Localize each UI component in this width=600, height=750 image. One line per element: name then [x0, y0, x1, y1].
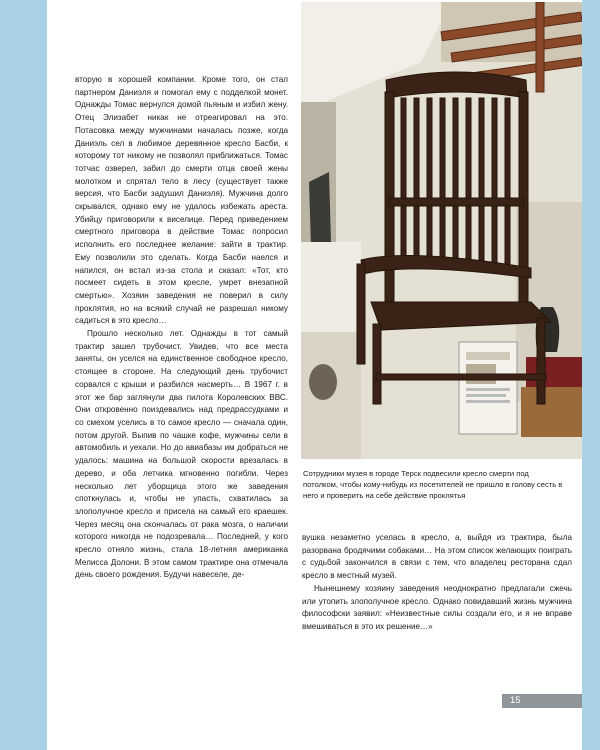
article-paragraph: вторую в хорошей компании. Кроме того, он стал партнером Даниэля и помогал ему с подделкой монет. Однажды Томас вернулся домой пьяным и избил жену. Отец Элизабет никак не отреагировал на это. Потасовка между мужчинами началась позже, когда Даниэль сел в любимое деревянное кресло Басби, к которому тот никому не позволял приближаться. Томас тотчас озверел, забил до смерти отца своей жены молотком и спрятал тело в лесу (существует также версия, что Басби задушил Даниэля). Мужчина долго скрывался, однако ему не удалось избежать ареста. Убийцу приговорили к виселице. Перед приведением смертного приговора в действие Томас попросил исполнить его последнее желание: зайти в трактир. Ему позволили это сделать. Когда Басби наелся и напился, он встал из-за стола и сказал: «Тот, кто посмеет сидеть в этом кресле, умрет внезапной смертью». Хозяин заведения не поверил в силу проклятия, но на всякий случай не разрешал никому садиться в это кресло…	[75, 75, 288, 326]
page-number: 15	[510, 695, 521, 706]
article-paragraph: Нынешнему хозяину заведения неоднократно предлагали сжечь или утопить злополучное кресло. Однако повидавший жизнь мужчина философски заявил: «Неизвестные силы создали его, и я не вправе вмешиваться в это их решение…»	[302, 583, 572, 631]
right-margin-band	[582, 0, 600, 750]
chair-photo-illustration	[301, 2, 582, 459]
left-margin-band	[0, 0, 47, 750]
article-paragraph: Прошло несколько лет. Однажды в тот самый трактир зашел трубочист. Увидев, что все места заняты, он уселся на единственное свободное кресло, стоящее в стороне. На следующий день трубочист сорвался с крыши и разбился насмерть… В 1967 г. в этот же бар заглянули два пилота Королевских ВВС. Они откровенно поиздевались над предрассудками и со смехом уселись в то самое кресло — сначала один, потом другой. Выпив по чашке кофе, мужчины сели в автомобиль и уехали. Но до авиабазы им добраться не удалось: машина на большой скорости врезалась в дерево, и оба летчика мгновенно погибли. Через несколько лет уборщица этого же заведения споткнулась и, чтобы не упасть, схватилась за злополучное кресло и присела на самый его краешек. Через месяц она скончалась от рака мозга, о наличии которого никогда не подозревала… Последней, у кого кресло отняло жизнь, стала 18-летняя американка Мелисса Долони. В этом самом трактире она отмечала день своего рождения. Будучи навеселе, де-	[75, 329, 288, 580]
article-right-column	[302, 532, 572, 634]
article-paragraph: вушка незаметно уселась в кресло, а, выйдя из трактира, была разорвана бродячими собаками… На этом список желающих поиграть с судьбой закончился в связи с тем, что владелец ресторана сдал кресло в местный музей.	[302, 533, 572, 581]
museum-chair-photo	[301, 2, 582, 459]
article-left-column	[75, 74, 288, 582]
photo-caption: Сотрудники музея в городе Терск подвесили кресло смерти под потолком, чтобы кому-нибудь из посетителей не пришло в голову сесть в него и проверить на себе действие проклятья	[303, 469, 563, 500]
